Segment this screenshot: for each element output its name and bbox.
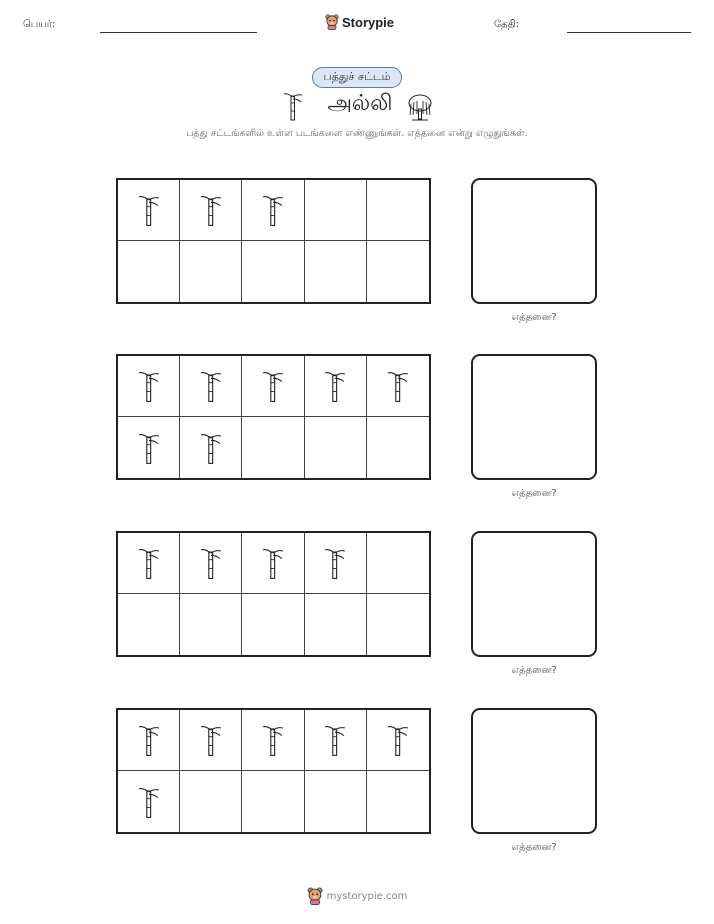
cattail-plant-icon [200, 542, 222, 584]
answer-box[interactable] [471, 178, 597, 304]
ten-frame-cell [305, 241, 367, 302]
ten-frame-cell [118, 771, 180, 832]
cattail-plant-icon [138, 781, 160, 823]
ten-frame-cell [305, 594, 367, 655]
ten-frame-cell [180, 771, 242, 832]
ten-frame [116, 354, 431, 480]
answer-box[interactable] [471, 354, 597, 480]
ten-frame-cell [118, 533, 180, 594]
ten-frame-cell [242, 180, 304, 241]
bear-mascot-icon [325, 14, 339, 30]
ten-frame-cell [367, 710, 429, 771]
cattail-plant-icon [138, 719, 160, 761]
ten-frame-cell [367, 594, 429, 655]
cattail-plant-icon [138, 189, 160, 231]
cattail-plant-icon [200, 365, 222, 407]
cattail-plant-icon [200, 189, 222, 231]
ten-frame [116, 531, 431, 657]
cattail-plant-icon [262, 189, 284, 231]
ten-frame-cell [305, 417, 367, 478]
bear-mascot-icon [307, 887, 323, 905]
how-many-label: எத்தனை? [511, 842, 557, 853]
cattail-plant-icon [138, 365, 160, 407]
ten-frame-cell [180, 417, 242, 478]
answer-box[interactable] [471, 708, 597, 834]
ten-frame-cell [367, 771, 429, 832]
name-label: பெயர்: [23, 19, 56, 30]
ten-frame-cell [118, 241, 180, 302]
ten-frame-cell [118, 594, 180, 655]
ten-frame-cell [305, 356, 367, 417]
ten-frame-cell [118, 417, 180, 478]
ten-frame-cell [367, 533, 429, 594]
ten-frame-cell [180, 241, 242, 302]
cattail-plant-icon [200, 719, 222, 761]
ten-frame-cell [242, 533, 304, 594]
ten-frame-cell [118, 180, 180, 241]
ten-frame-cell [242, 356, 304, 417]
cattail-plant-icon [324, 719, 346, 761]
ten-frame [116, 708, 431, 834]
ten-frame-cell [242, 771, 304, 832]
ten-frame-cell [305, 533, 367, 594]
ten-frame-cell [367, 356, 429, 417]
ten-frame-cell [180, 356, 242, 417]
cattail-plant-icon [324, 542, 346, 584]
footer [0, 887, 714, 905]
ten-frame-cell [242, 417, 304, 478]
ten-frame-cell [180, 180, 242, 241]
cattail-plant-icon [387, 365, 409, 407]
worksheet-badge: பத்துச் சட்டம் [312, 67, 402, 88]
ten-frame-cell [305, 771, 367, 832]
name-line[interactable] [100, 32, 257, 33]
cattail-plant-icon [262, 719, 284, 761]
ten-frame-cell [118, 356, 180, 417]
cattail-plant-icon [200, 427, 222, 469]
brand-logo [325, 14, 394, 30]
ten-frame [116, 178, 431, 304]
cattail-plant-icon [387, 719, 409, 761]
cattail-plant-icon [262, 365, 284, 407]
instructions: பத்து சட்டங்களில் உள்ள படங்களை எண்ணுங்கள். எத்தனை என்று எழுதுங்கள். [186, 128, 528, 139]
how-many-label: எத்தனை? [511, 488, 557, 499]
ten-frame-cell [180, 710, 242, 771]
how-many-label: எத்தனை? [511, 312, 557, 323]
ten-frame-cell [180, 594, 242, 655]
cattail-plant-icon [283, 91, 303, 121]
target-word: அல்லி [327, 91, 393, 116]
date-line[interactable] [567, 32, 691, 33]
ten-frame-cell [367, 180, 429, 241]
how-many-label: எத்தனை? [511, 665, 557, 676]
ten-frame-cell [242, 710, 304, 771]
willow-tree-icon [406, 93, 434, 121]
date-label: தேதி: [494, 19, 520, 30]
cattail-plant-icon [324, 365, 346, 407]
brand-name: Storypie [342, 14, 395, 30]
cattail-plant-icon [262, 542, 284, 584]
ten-frame-cell [242, 241, 304, 302]
footer-url[interactable]: mystorypie.com [326, 890, 408, 902]
ten-frame-cell [305, 180, 367, 241]
ten-frame-cell [305, 710, 367, 771]
ten-frame-cell [367, 241, 429, 302]
ten-frame-cell [367, 417, 429, 478]
ten-frame-cell [118, 710, 180, 771]
cattail-plant-icon [138, 542, 160, 584]
ten-frame-cell [242, 594, 304, 655]
ten-frame-cell [180, 533, 242, 594]
cattail-plant-icon [138, 427, 160, 469]
answer-box[interactable] [471, 531, 597, 657]
